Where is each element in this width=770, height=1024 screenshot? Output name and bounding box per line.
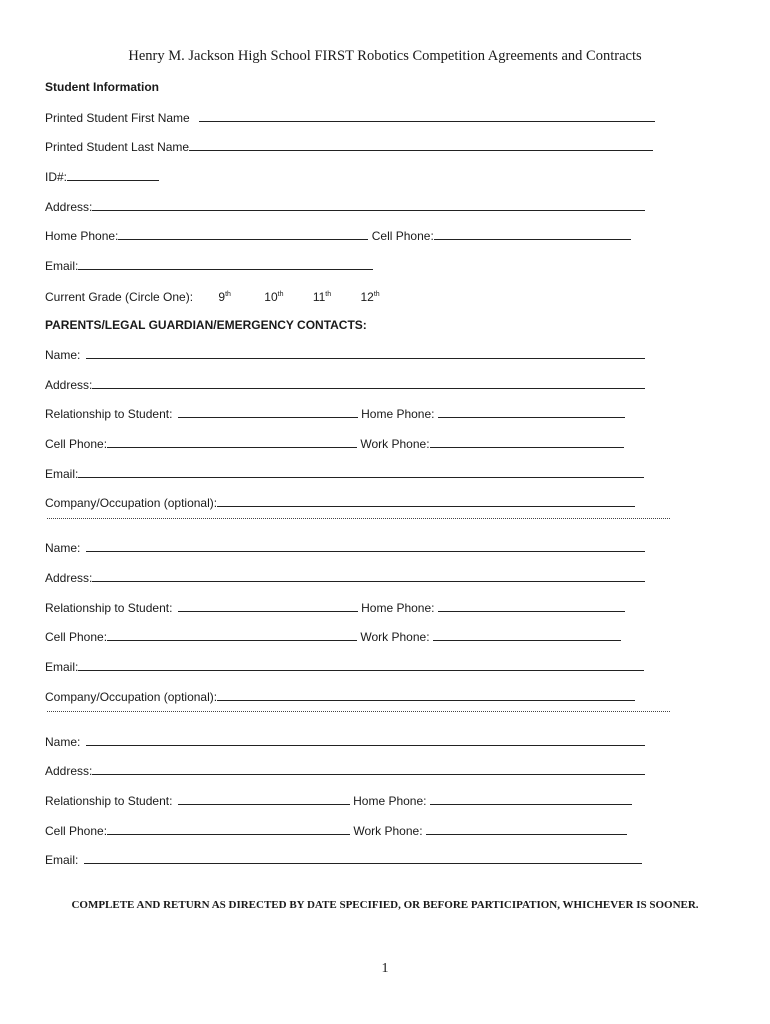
contact-1-phone-row xyxy=(45,436,624,451)
student-email-label: Email: xyxy=(45,259,79,273)
return-instructions: COMPLETE AND RETURN AS DIRECTED BY DATE SPECIFIED, OR BEFORE PARTICIPATION, WHICHEVER IS SOONER. xyxy=(71,899,699,911)
student-home-phone-field[interactable] xyxy=(118,228,368,240)
contact-work-phone-label: Work Phone: xyxy=(360,630,430,644)
grade-option-9[interactable]: 9th xyxy=(218,290,231,304)
contact-1-email-row xyxy=(45,466,644,481)
contact-name-label: Name: xyxy=(45,541,81,555)
contact-3-email-row xyxy=(45,852,642,867)
document-title: Henry M. Jackson High School FIRST Robotics Competition Agreements and Contracts xyxy=(128,48,642,64)
contact-email-label: Email: xyxy=(45,467,79,481)
contact-cell-phone-label: Cell Phone: xyxy=(45,437,108,451)
student-cell-phone-label: Cell Phone: xyxy=(371,229,434,243)
contacts-heading: PARENTS/LEGAL GUARDIAN/EMERGENCY CONTACTS: xyxy=(45,318,367,332)
contact-3-name-row xyxy=(45,734,645,749)
contact-3-phone-row xyxy=(45,823,627,838)
contact-1-home-phone-field[interactable] xyxy=(438,406,625,418)
contact-1-cell-phone-field[interactable] xyxy=(107,436,357,448)
contact-2-address-field[interactable] xyxy=(92,570,645,582)
contact-3-work-phone-field[interactable] xyxy=(426,823,627,835)
section-divider xyxy=(47,518,670,519)
section-divider xyxy=(47,711,670,712)
contact-work-phone-label: Work Phone: xyxy=(360,437,430,451)
grade-option-10[interactable]: 10th xyxy=(264,290,284,304)
contact-2-cell-phone-field[interactable] xyxy=(107,629,357,641)
first-name-row xyxy=(45,110,655,125)
last-name-field[interactable] xyxy=(189,139,653,151)
contact-2-name-field[interactable] xyxy=(86,540,645,552)
student-info-heading: Student Information xyxy=(45,80,159,94)
contact-company-label: Company/Occupation (optional): xyxy=(45,496,218,510)
contact-3-home-phone-field[interactable] xyxy=(430,793,632,805)
contact-relationship-label: Relationship to Student: xyxy=(45,601,173,615)
contact-2-phone-row xyxy=(45,629,621,644)
first-name-label: Printed Student First Name xyxy=(45,111,190,125)
id-row xyxy=(45,169,159,184)
contact-2-email-row xyxy=(45,659,644,674)
student-address-field[interactable] xyxy=(92,199,645,211)
id-field[interactable] xyxy=(67,169,159,181)
last-name-row xyxy=(45,139,653,154)
contact-2-company-row xyxy=(45,689,635,704)
first-name-field[interactable] xyxy=(199,110,655,122)
student-phone-row xyxy=(45,228,631,243)
student-email-row xyxy=(45,258,373,273)
contact-2-relationship-field[interactable] xyxy=(178,600,358,612)
contact-name-label: Name: xyxy=(45,348,81,362)
contact-1-name-row xyxy=(45,347,645,362)
contact-home-phone-label: Home Phone: xyxy=(353,794,427,808)
contact-name-label: Name: xyxy=(45,735,81,749)
contact-1-company-row xyxy=(45,495,635,510)
contact-1-company-field[interactable] xyxy=(217,495,635,507)
contact-2-email-field[interactable] xyxy=(78,659,644,671)
grade-option-11[interactable]: 11th xyxy=(312,290,332,304)
student-address-row xyxy=(45,199,645,214)
contact-company-label: Company/Occupation (optional): xyxy=(45,690,218,704)
contact-address-label: Address: xyxy=(45,378,93,392)
contact-work-phone-label: Work Phone: xyxy=(353,824,423,838)
contact-1-email-field[interactable] xyxy=(78,466,644,478)
contact-cell-phone-label: Cell Phone: xyxy=(45,824,108,838)
contact-home-phone-label: Home Phone: xyxy=(361,407,435,421)
contact-1-address-row xyxy=(45,377,645,392)
contact-3-email-field[interactable] xyxy=(84,852,642,864)
contact-2-address-row xyxy=(45,570,645,585)
student-home-phone-label: Home Phone: xyxy=(45,229,119,243)
contact-home-phone-label: Home Phone: xyxy=(361,601,435,615)
contact-1-work-phone-field[interactable] xyxy=(430,436,624,448)
contact-cell-phone-label: Cell Phone: xyxy=(45,630,108,644)
contact-1-address-field[interactable] xyxy=(92,377,645,389)
contact-relationship-label: Relationship to Student: xyxy=(45,407,173,421)
contact-1-relationship-row xyxy=(45,406,625,421)
id-label: ID#: xyxy=(45,170,68,184)
contact-email-label: Email: xyxy=(45,660,79,674)
student-email-field[interactable] xyxy=(78,258,373,270)
grade-row xyxy=(45,288,380,304)
contact-3-relationship-field[interactable] xyxy=(178,793,350,805)
contact-3-address-row xyxy=(45,763,645,778)
student-cell-phone-field[interactable] xyxy=(434,228,631,240)
grade-label: Current Grade (Circle One): xyxy=(45,290,194,304)
contact-2-company-field[interactable] xyxy=(217,689,635,701)
last-name-label: Printed Student Last Name xyxy=(45,140,190,154)
contact-3-relationship-row xyxy=(45,793,632,808)
contact-3-cell-phone-field[interactable] xyxy=(107,823,350,835)
contact-2-work-phone-field[interactable] xyxy=(433,629,621,641)
contact-email-label: Email: xyxy=(45,853,79,867)
contact-address-label: Address: xyxy=(45,571,93,585)
contact-relationship-label: Relationship to Student: xyxy=(45,794,173,808)
contact-3-name-field[interactable] xyxy=(86,734,645,746)
contact-address-label: Address: xyxy=(45,764,93,778)
contact-2-home-phone-field[interactable] xyxy=(438,600,625,612)
contact-2-name-row xyxy=(45,540,645,555)
student-address-label: Address: xyxy=(45,200,93,214)
contact-1-name-field[interactable] xyxy=(86,347,645,359)
contact-2-relationship-row xyxy=(45,600,625,615)
contact-1-relationship-field[interactable] xyxy=(178,406,358,418)
contact-3-address-field[interactable] xyxy=(92,763,645,775)
page-number: 1 xyxy=(381,961,389,976)
grade-option-12[interactable]: 12th xyxy=(360,290,380,304)
